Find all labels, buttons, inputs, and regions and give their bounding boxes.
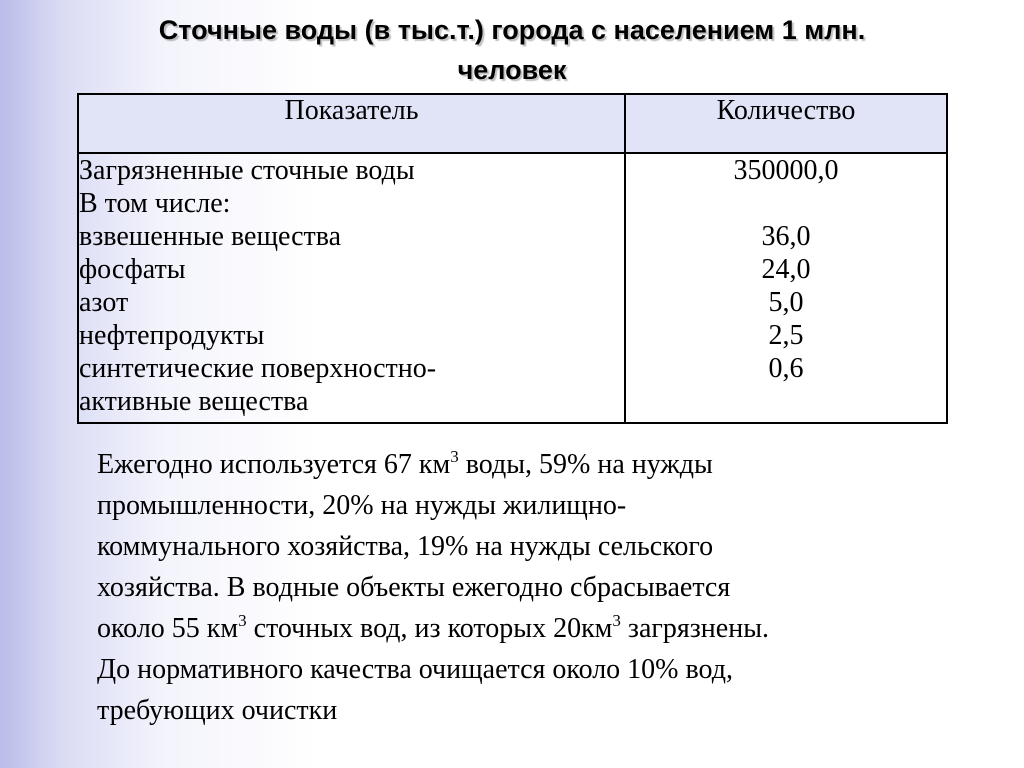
description-paragraph: [97, 444, 957, 731]
superscript: 3: [238, 611, 247, 630]
paragraph-text: Ежегодно используется 67 км: [97, 449, 451, 480]
wastewater-table: [77, 93, 948, 424]
superscript: 3: [612, 611, 621, 630]
indicator-label: синтетические поверхностно-: [79, 353, 437, 384]
paragraph-text: сточных вод, из которых 20км: [246, 613, 613, 644]
indicator-label: Загрязненные сточные воды: [79, 155, 415, 186]
paragraph-text: загрязнены.: [620, 613, 770, 644]
header-indicator: Показатель: [78, 94, 625, 153]
quantity-value: 24,0: [761, 254, 811, 285]
paragraph-text: около 55 км: [97, 613, 239, 644]
quantity-spacer: [626, 187, 946, 220]
table-body-row: [78, 153, 947, 423]
paragraph-line: [97, 444, 957, 485]
indicator-label: взвешенные вещества: [79, 221, 342, 252]
indicator-column: [78, 153, 625, 423]
paragraph-text: воды, 59% на нужды: [458, 449, 713, 480]
paragraph-line: коммунального хозяйства, 19% на нужды сельского: [97, 531, 714, 562]
slide-title-line-2: человек: [457, 55, 567, 85]
indicator-label: нефтепродукты: [79, 320, 265, 351]
paragraph-line: хозяйства. В водные объекты ежегодно сбрасывается: [97, 572, 731, 603]
quantity-value: 2,5: [768, 320, 804, 351]
superscript: 3: [450, 447, 459, 466]
quantity-column: [625, 153, 947, 423]
quantity-value: 0,6: [768, 353, 804, 384]
paragraph-line: требующих очистки: [97, 695, 338, 726]
paragraph-line: До нормативного качества очищается около 10% вод,: [97, 654, 733, 685]
slide-title-line-1: Сточные воды (в тыс.т.) города с населением 1 млн.: [158, 15, 866, 45]
header-quantity: Количество: [625, 94, 947, 153]
indicator-label: фосфаты: [79, 254, 186, 285]
paragraph-line: [97, 608, 957, 649]
indicator-label: азот: [79, 287, 129, 318]
quantity-value: 350000,0: [733, 155, 839, 186]
paragraph-line: промышленности, 20% на нужды жилищно-: [97, 490, 627, 521]
indicator-label: активные вещества: [79, 386, 309, 417]
table-header-row: [78, 94, 947, 153]
indicator-label: В том числе:: [79, 188, 231, 219]
quantity-value: 36,0: [761, 221, 811, 252]
quantity-value: 5,0: [768, 287, 804, 318]
